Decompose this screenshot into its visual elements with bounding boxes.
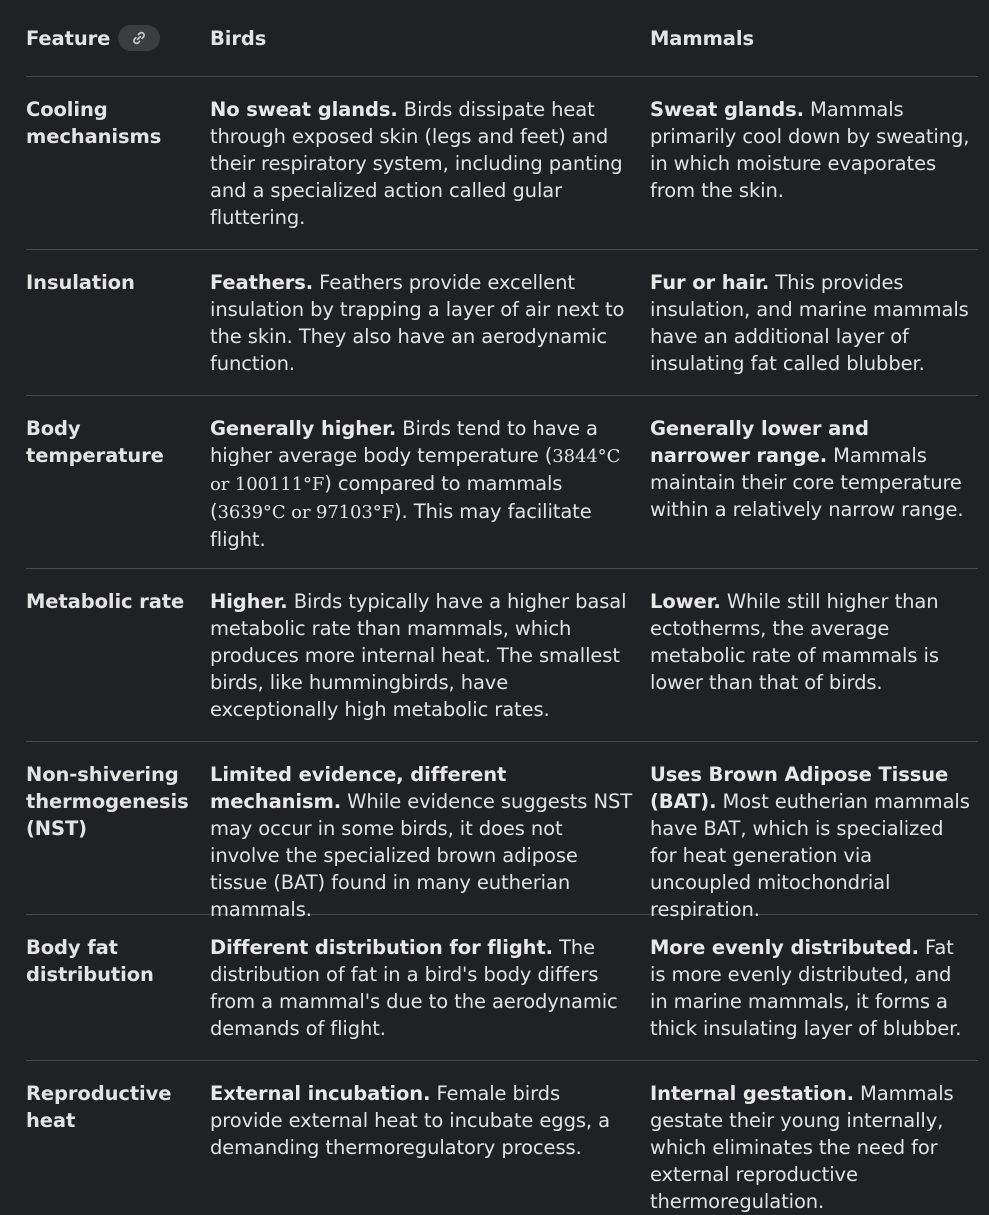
mammals-summary: More evenly distributed. <box>650 936 919 959</box>
mammals-cell <box>650 761 978 921</box>
header-mammals: Mammals <box>650 26 754 50</box>
feature-cell: Cooling mechanisms <box>26 98 162 148</box>
feature-cell: Metabolic rate <box>26 590 185 613</box>
table-row <box>26 396 978 569</box>
feature-cell: Non-shivering thermogenesis (NST) <box>26 763 189 840</box>
feature-cell: Body fat distribution <box>26 936 154 986</box>
mammals-detail: Fat is more evenly distributed, and in marine mammals, it forms a thick insulating layer of blubber. <box>650 936 962 1040</box>
mammals-detail: Mammals maintain their core temperature within a relatively narrow range. <box>650 444 964 521</box>
birds-cell <box>210 1080 650 1191</box>
mammals-summary: Fur or hair. <box>650 271 770 294</box>
mammals-cell <box>650 1080 978 1213</box>
birds-detail: Birds typically have a higher basal metabolic rate than mammals, which produces more internal heat. The smallest birds, like hummingbirds, have exceptionally high metabolic rates. <box>210 590 627 721</box>
birds-summary: Different distribution for flight. <box>210 936 553 959</box>
mammals-summary: Internal gestation. <box>650 1082 854 1105</box>
table-row <box>26 915 978 1061</box>
mammals-detail: Mammals gestate their young internally, which eliminates the need for external reproductive thermoregulation. <box>650 1082 954 1213</box>
feature-cell: Insulation <box>26 271 135 294</box>
birds-detail: While evidence suggests NST may occur in some birds, it does not involve the specialized brown adipose tissue (BAT) found in many eutherian mammals. <box>210 790 633 921</box>
table-row <box>26 250 978 396</box>
birds-cell <box>210 96 650 229</box>
feature-cell: Reproductive heat <box>26 1082 172 1132</box>
birds-detail: ). This may facilitate flight. <box>210 500 592 551</box>
birds-cell <box>210 761 650 921</box>
birds-cell <box>210 415 650 551</box>
birds-detail: Female birds provide external heat to incubate eggs, a demanding thermoregulatory process. <box>210 1082 610 1159</box>
header-feature-label: Feature <box>26 26 111 50</box>
mammals-summary: Generally lower and narrower range. <box>650 417 869 467</box>
mammals-detail: This provides insulation, and marine mammals have an additional layer of insulating fat called blubber. <box>650 271 969 375</box>
birds-detail: ) compared to mammals ( <box>210 472 563 523</box>
birds-summary: Limited evidence, different mechanism. <box>210 763 507 813</box>
mammals-detail: Mammals primarily cool down by sweating, in which moisture evaporates from the skin. <box>650 98 970 202</box>
table-row <box>26 742 978 921</box>
birds-cell <box>210 269 650 375</box>
mammals-summary: Sweat glands. <box>650 98 804 121</box>
birds-detail: Birds tend to have a higher average body temperature ( <box>210 417 598 467</box>
bird-temperature-range: 3844°C or 100111°F <box>210 446 621 495</box>
birds-summary: External incubation. <box>210 1082 431 1105</box>
mammal-temperature-range: 3639°C or 97103°F <box>217 502 395 523</box>
table-row <box>26 77 978 250</box>
birds-summary: No sweat glands. <box>210 98 398 121</box>
birds-cell <box>210 934 650 1040</box>
birds-detail: Birds dissipate heat through exposed skin (legs and feet) and their respiratory system, including panting and a specialized action called gular fluttering. <box>210 98 623 229</box>
mammals-summary: Uses Brown Adipose Tissue (BAT). <box>650 763 949 813</box>
link-icon-glyph <box>131 30 147 46</box>
mammals-cell <box>650 415 978 548</box>
table-row <box>26 569 978 742</box>
table-header-row <box>26 0 978 77</box>
mammals-cell <box>650 269 978 375</box>
birds-detail: Feathers provide excellent insulation by trapping a layer of air next to the skin. They also have an aerodynamic function. <box>210 271 625 375</box>
mammals-cell <box>650 96 978 229</box>
birds-cell <box>210 588 650 721</box>
mammals-detail: While still higher than ectotherms, the average metabolic rate of mammals is lower than that of birds. <box>650 590 939 694</box>
mammals-cell <box>650 934 978 1040</box>
birds-summary: Higher. <box>210 590 288 613</box>
birds-summary: Feathers. <box>210 271 314 294</box>
mammals-detail: Most eutherian mammals have BAT, which is specialized for heat generation via uncoupled mitochondrial respiration. <box>650 790 970 921</box>
mammals-cell <box>650 588 978 721</box>
feature-cell: Body temperature <box>26 417 164 467</box>
birds-detail: The distribution of fat in a bird's body differs from a mammal's due to the aerodynamic demands of flight. <box>210 936 618 1040</box>
header-birds: Birds <box>210 26 267 50</box>
birds-summary: Generally higher. <box>210 417 397 440</box>
header-feature-cell <box>26 25 210 52</box>
mammals-summary: Lower. <box>650 590 721 613</box>
table-row <box>26 1061 978 1211</box>
link-icon[interactable] <box>118 25 160 51</box>
